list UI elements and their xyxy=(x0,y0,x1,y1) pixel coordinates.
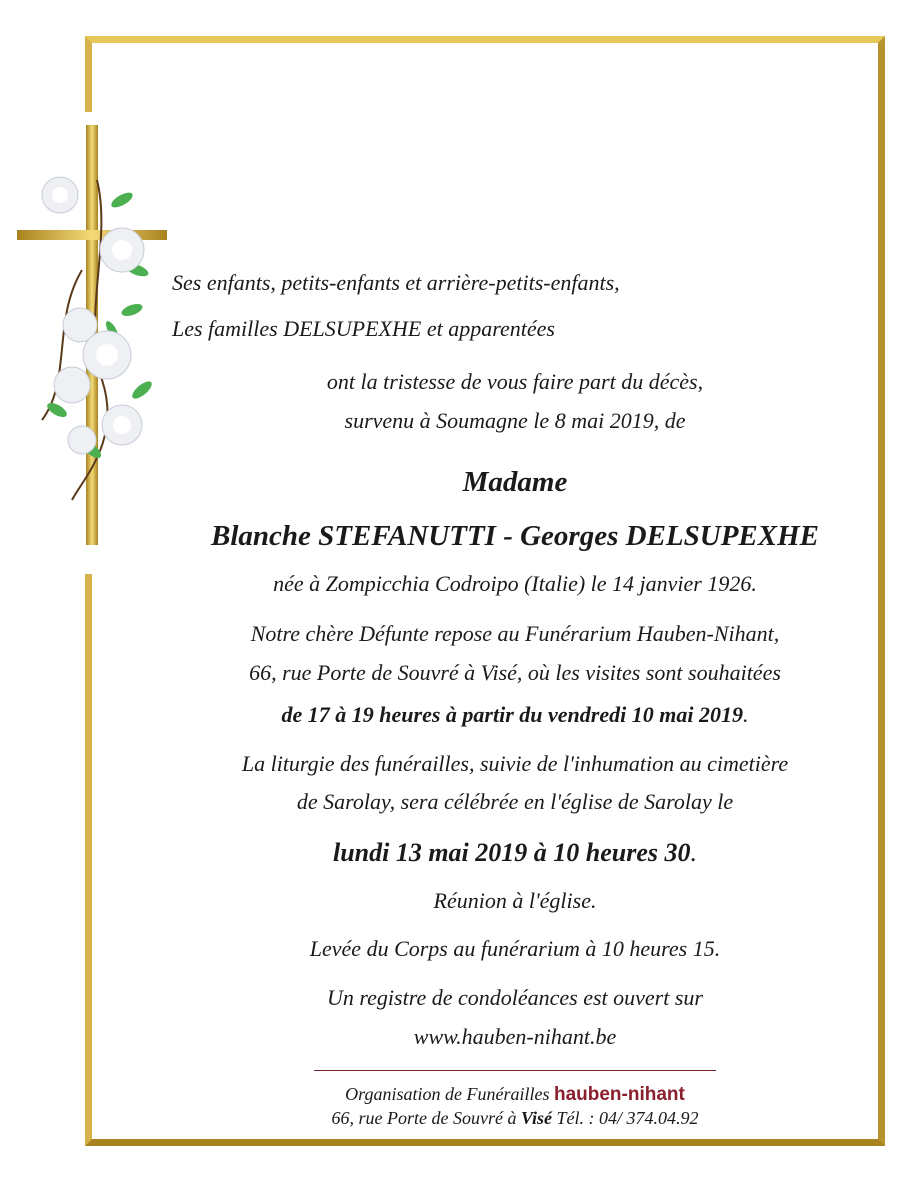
footer-address-prefix: 66, rue Porte de Souvré à xyxy=(331,1108,517,1128)
funeral-date-text: lundi 13 mai 2019 à 10 heures 30 xyxy=(332,838,691,867)
deceased-title: Madame xyxy=(462,466,568,498)
visiting-hours-text: de 17 à 19 heures à partir du vendredi 10 mai 2019 xyxy=(281,702,743,727)
footer-address xyxy=(100,1107,918,1129)
footer-city: Visé xyxy=(520,1108,552,1128)
intro-children: Ses enfants, petits-enfants et arrière-petits-enfants, xyxy=(172,270,620,295)
deceased-name: Blanche STEFANUTTI - Georges DELSUPEXHE xyxy=(211,520,819,552)
brand-logo: hauben-nihant xyxy=(553,1084,685,1105)
footer-org-prefix: Organisation de Funérailles xyxy=(345,1084,550,1104)
intro-families: Les familles DELSUPEXHE et apparentées xyxy=(172,316,555,341)
funeral-date-end: . xyxy=(690,838,698,867)
rest-address: 66, rue Porte de Souvré à Visé, où les visites sont souhaitées xyxy=(249,660,781,685)
rest-place: Notre chère Défunte repose au Funérarium Hauben-Nihant, xyxy=(250,621,780,646)
register-note: Un registre de condoléances est ouvert sur xyxy=(327,985,703,1010)
intro-announcement: ont la tristesse de vous faire part du décès, xyxy=(326,369,704,394)
divider xyxy=(314,1070,716,1071)
liturgy-line-2: de Sarolay, sera célébrée en l'église de Sarolay le xyxy=(296,789,734,814)
intro-death-place-date: survenu à Soumagne le 8 mai 2019, de xyxy=(344,408,686,433)
visiting-hours-end: . xyxy=(742,702,749,727)
visiting-hours xyxy=(100,702,918,728)
register-url-link[interactable]: www.hauben-nihant.be xyxy=(413,1024,617,1049)
liturgy-line-1: La liturgie des funérailles, suivie de l'inhumation au cimetière xyxy=(241,751,789,776)
footer-organisation xyxy=(100,1083,918,1106)
birth-info: née à Zompicchia Codroipo (Italie) le 14 janvier 1926. xyxy=(273,571,757,596)
footer-phone: Tél. : 04/ 374.04.92 xyxy=(556,1108,699,1128)
funeral-date xyxy=(100,838,918,868)
meeting-note: Réunion à l'église. xyxy=(433,888,597,913)
levee-note: Levée du Corps au funérarium à 10 heures 15. xyxy=(309,936,721,961)
